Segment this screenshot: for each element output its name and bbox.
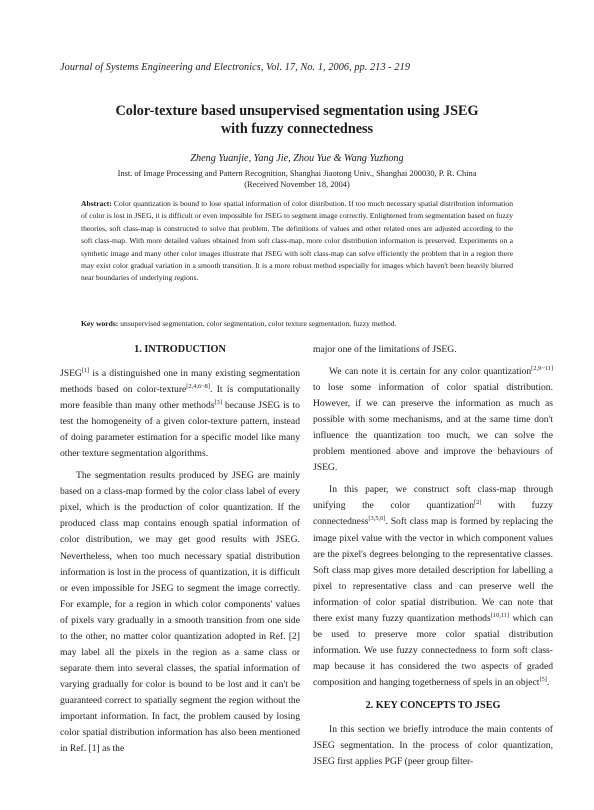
intro-text: to lose some information of color spatial distribution. However, if we can preserve the information as much as possible with some mechanisms, and at the same time don't influence the quantization too much, we can solve the problem mentioned above and improve the behaviours of JSEG. (313, 382, 553, 474)
intro-text: . (546, 676, 550, 688)
citation: [5] (539, 675, 547, 683)
affiliation: Inst. of Image Processing and Pattern Recognition, Shanghai Jiaotong Univ., Shanghai 200030, P. R. China (117, 169, 477, 178)
abstract-text: Color quantization is bound to lose spatial information of color distribution. If too much necessary spatial distribution information of color is lost in JSEG, it is difficult or even impossible for JSEG to segment image correctly. Enlightened from segmentation based on fuzzy theories, soft class-map is constructed to solve that problem. The definitions of values and other related ones are adjusted according to the soft class-map. With more detailed values obtained from soft class-map, more color distribution information is preserved. Experiments on a synthetic image and many other color images illustrate that JSEG with soft class-map can solve efficiently the problem that in a region there may exist color gradual variation in a smooth transition. It is a more robust method especially for images which haven't been heavily blurred near boundaries of underlying regions. (81, 199, 513, 283)
title-line-1: Color-texture based unsupervised segmentation using JSEG (115, 103, 479, 119)
left-column (60, 342, 300, 763)
intro-text: with fuzzy connectedness (313, 500, 553, 528)
intro-text: . Soft class map is formed by replacing the image pixel value with the vector in which component values are the pixel's degrees belonging to the representative classes. Soft class map gives more detailed description for labelling a pixel to representative class and can preserve well the information of color spatial distribution. We can note that there exist many fuzzy quantization methods (313, 516, 553, 624)
intro-text: In this paper, we construct soft class-map through unifying the color quantization (313, 484, 553, 512)
abstract-label: Abstract: (81, 199, 112, 208)
title-line-2: with fuzzy connectedness (220, 121, 374, 137)
citation: [2] (474, 499, 482, 507)
key-concepts-paragraph-1: In this section we briefly introduce the main contents of JSEG segmentation. In the process of color quantization, JSEG first applies PGF (peer group filter- (313, 723, 553, 768)
keywords-label: Key words: (81, 319, 119, 328)
keywords (81, 318, 513, 330)
intro-text: which can be used to preserve more color spatial distribution information. We use fuzzy connectedness to form soft class-map because it has considered the two aspects of graded composition and hanging togetherness of spels in an object (313, 612, 553, 688)
intro-paragraph-2: The segmentation results produced by JSEG are mainly based on a class-map formed by the color class label of every pixel, which is the production of color quantization. If the produced class map contains enough spatial information of color distribution, we may get good results with JSEG. Nevertheless, when too much necessary spatial distribution information is lost in the process of quantization, it is difficult or even impossible for JSEG to segment the image correctly. For example, for a region in which color components' values of pixels vary gradually in a smooth transition from one side to the other, no matter color quantization adopted in Ref. [2] may label all the pixels in the region as a same class or separate them into several classes, the spatial information of varying gradually for color is bound to be lost and it can't be guaranteed correct to spatially segment the region without the important information. In fact, the problem caused by losing color spatial distribution information has also been mentioned in Ref. [1] as the (60, 470, 300, 755)
intro-text: We can note it is certain for any color quantization (329, 366, 532, 378)
intro-text: . It is computationally more feasible than many other methods (60, 384, 300, 412)
citation: [1] (81, 366, 90, 374)
citation: [2,4,6~8] (186, 382, 210, 390)
citation: [10,11] (490, 611, 510, 619)
citation: [3,5,6] (368, 515, 386, 523)
section-heading-key-concepts: 2. KEY CONCEPTS TO JSEG (365, 699, 501, 711)
journal-header: Journal of Systems Engineering and Electronics, Vol. 17, No. 1, 2006, pp. 213 - 219 (60, 62, 411, 73)
intro-paragraph-continued: major one of the limitations of JSEG. (313, 344, 457, 355)
affiliation-block (60, 168, 534, 190)
intro-text: JSEG (60, 368, 82, 379)
received-date: (Received November 18, 2004) (244, 180, 350, 190)
intro-text: because JSEG is to test the homogeneity of a given color-texture pattern, instead of doing parameter estimation for a specific model like many other texture segmentation algorithms. (60, 400, 300, 460)
author-list: Zheng Yuanjie, Yang Jie, Zhou Yue & Wang Yuzhong (190, 153, 404, 164)
keywords-text: unsupervised segmentation, color segmentation, color texture segmentation, fuzzy method. (120, 319, 397, 328)
intro-text: is a distinguished one in many existing segmentation methods based on color-texture (60, 368, 300, 396)
citation: [2,9~11] (531, 364, 553, 372)
paper-title (60, 102, 534, 138)
right-column (313, 342, 553, 776)
abstract (81, 198, 513, 285)
citation: [3] (214, 398, 222, 406)
intro-paragraph-3 (313, 364, 553, 476)
intro-paragraph-1 (60, 366, 300, 462)
section-heading-introduction: 1. INTRODUCTION (134, 344, 226, 355)
intro-paragraph-4 (313, 482, 553, 691)
